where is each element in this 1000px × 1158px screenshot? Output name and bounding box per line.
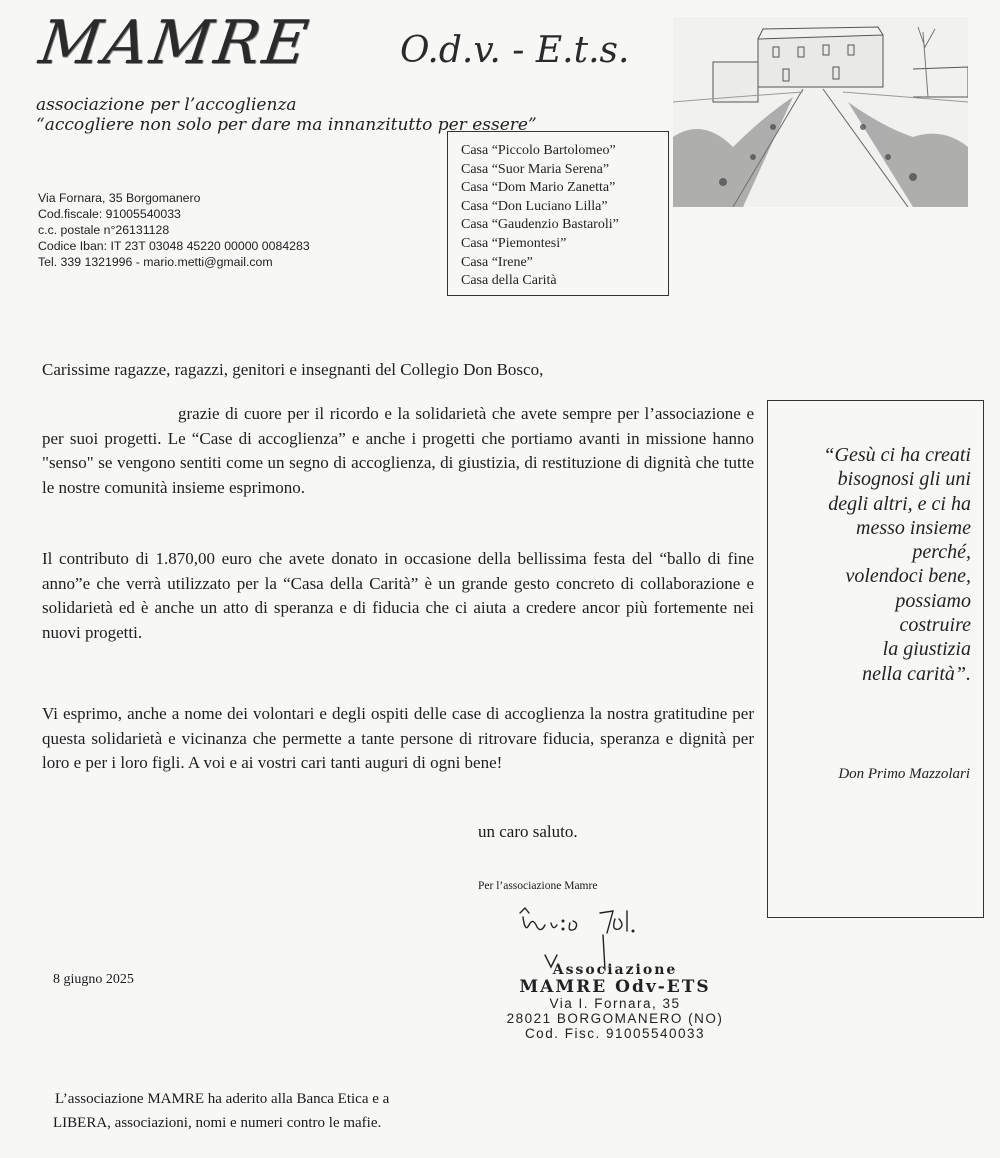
house-item: Casa “Piemontesi” (461, 235, 567, 251)
paragraph-text: grazie di cuore per il ricordo e la solidarietà che avete sempre per l’associazione e per suoi progetti. Le “Case di accoglienza” e anche i progetti che portiamo avanti in missione hanno "senso" se vengono sentiti come un segno di accoglienza, di giustizia, di restituzione di dignità che tutte le nostre comunità insieme esprimono. (42, 404, 754, 497)
quote-line: “Gesù ci ha creati (823, 444, 971, 466)
letter-paragraph: Il contributo di 1.870,00 euro che avete donato in occasione della bellissima festa del “ballo di fine anno”e che verrà utilizzato per la “Casa della Carità” è un grande gesto concreto di collaborazione e solidarietà ed è anche un atto di speranza e di fiducia che ci aiuta a credere ancor più fortemente nei nuovi progetti. (42, 549, 754, 642)
quote-author: Don Primo Mazzolari (838, 766, 970, 782)
stamp-line: Via I. Fornara, 35 (549, 996, 681, 1011)
fiscal-code: Cod.fiscale: 91005540033 (38, 207, 181, 221)
stamp-line: MAMRE Odv-ETS (519, 977, 711, 997)
quote-line: degli altri, e ci ha (828, 492, 971, 515)
quote-line: perché, (912, 541, 971, 564)
signatory-label: Per l’associazione Mamre (478, 880, 598, 892)
logo-subtitle: O.d.v. - E.t.s. (400, 30, 630, 71)
quote-line: possiamo (895, 589, 971, 612)
house-item: Casa “Suor Maria Serena” (461, 161, 610, 177)
association-stamp (490, 962, 740, 1041)
contact-info (38, 190, 310, 270)
iban: Codice Iban: IT 23T 03048 45220 00000 0084283 (38, 239, 310, 253)
house-drawing-illustration (673, 17, 968, 207)
letter-greeting: Carissime ragazze, ragazzi, genitori e insegnanti del Collegio Don Bosco, (42, 360, 544, 379)
phone-email: Tel. 339 1321996 - mario.metti@gmail.com (38, 255, 273, 269)
motto: “accogliere non solo per dare ma innanzitutto per essere” (36, 115, 537, 135)
tagline: associazione per l’accoglienza (36, 95, 297, 115)
house-item: Casa “Don Luciano Lilla” (461, 198, 608, 214)
letter-paragraph: Vi esprimo, anche a nome dei volontari e degli ospiti delle case di accoglienza la nostra gratitudine per questa solidarietà e vicinanza che permette a tante persone di ritrovare fiducia, speranza e dignità per loro e per i loro figli. A voi e ai vostri cari tanti auguri di ogni bene! (42, 704, 754, 773)
postal-account: c.c. postale n°26131128 (38, 223, 170, 237)
quote-line: volendoci bene, (845, 565, 971, 588)
quote-box (767, 400, 984, 918)
quote-line: la giustizia (882, 638, 971, 661)
house-item: Casa “Gaudenzio Bastaroli” (461, 217, 619, 233)
letter-paragraph (42, 402, 754, 500)
letter-date: 8 giugno 2025 (53, 972, 134, 987)
footer-line: LIBERA, associazioni, nomi e numeri contro le mafie. (53, 1115, 382, 1131)
houses-list (447, 131, 669, 296)
logo-title: MAMRE (35, 8, 316, 78)
address: Via Fornara, 35 Borgomanero (38, 191, 201, 205)
quote-line: messo insieme (856, 516, 971, 539)
house-item: Casa della Carità (461, 273, 557, 289)
stamp-line: 28021 BORGOMANERO (NO) (506, 1011, 724, 1026)
quote-line: nella carità”. (862, 662, 971, 685)
footer-line: L’associazione MAMRE ha aderito alla Banca Etica e a (55, 1091, 390, 1107)
quote-line: costruire (899, 614, 971, 637)
footer-note (55, 1087, 389, 1135)
house-item: Casa “Dom Mario Zanetta” (461, 180, 616, 196)
quote-line: bisognosi gli uni (837, 468, 971, 491)
letter-closing: un caro saluto. (478, 822, 578, 841)
house-item: Casa “Irene” (461, 254, 533, 270)
stamp-line: Associazione (552, 962, 678, 978)
quote-text (771, 443, 971, 686)
house-item: Casa “Piccolo Bartolomeo” (461, 143, 616, 158)
stamp-line: Cod. Fisc. 91005540033 (524, 1026, 706, 1041)
